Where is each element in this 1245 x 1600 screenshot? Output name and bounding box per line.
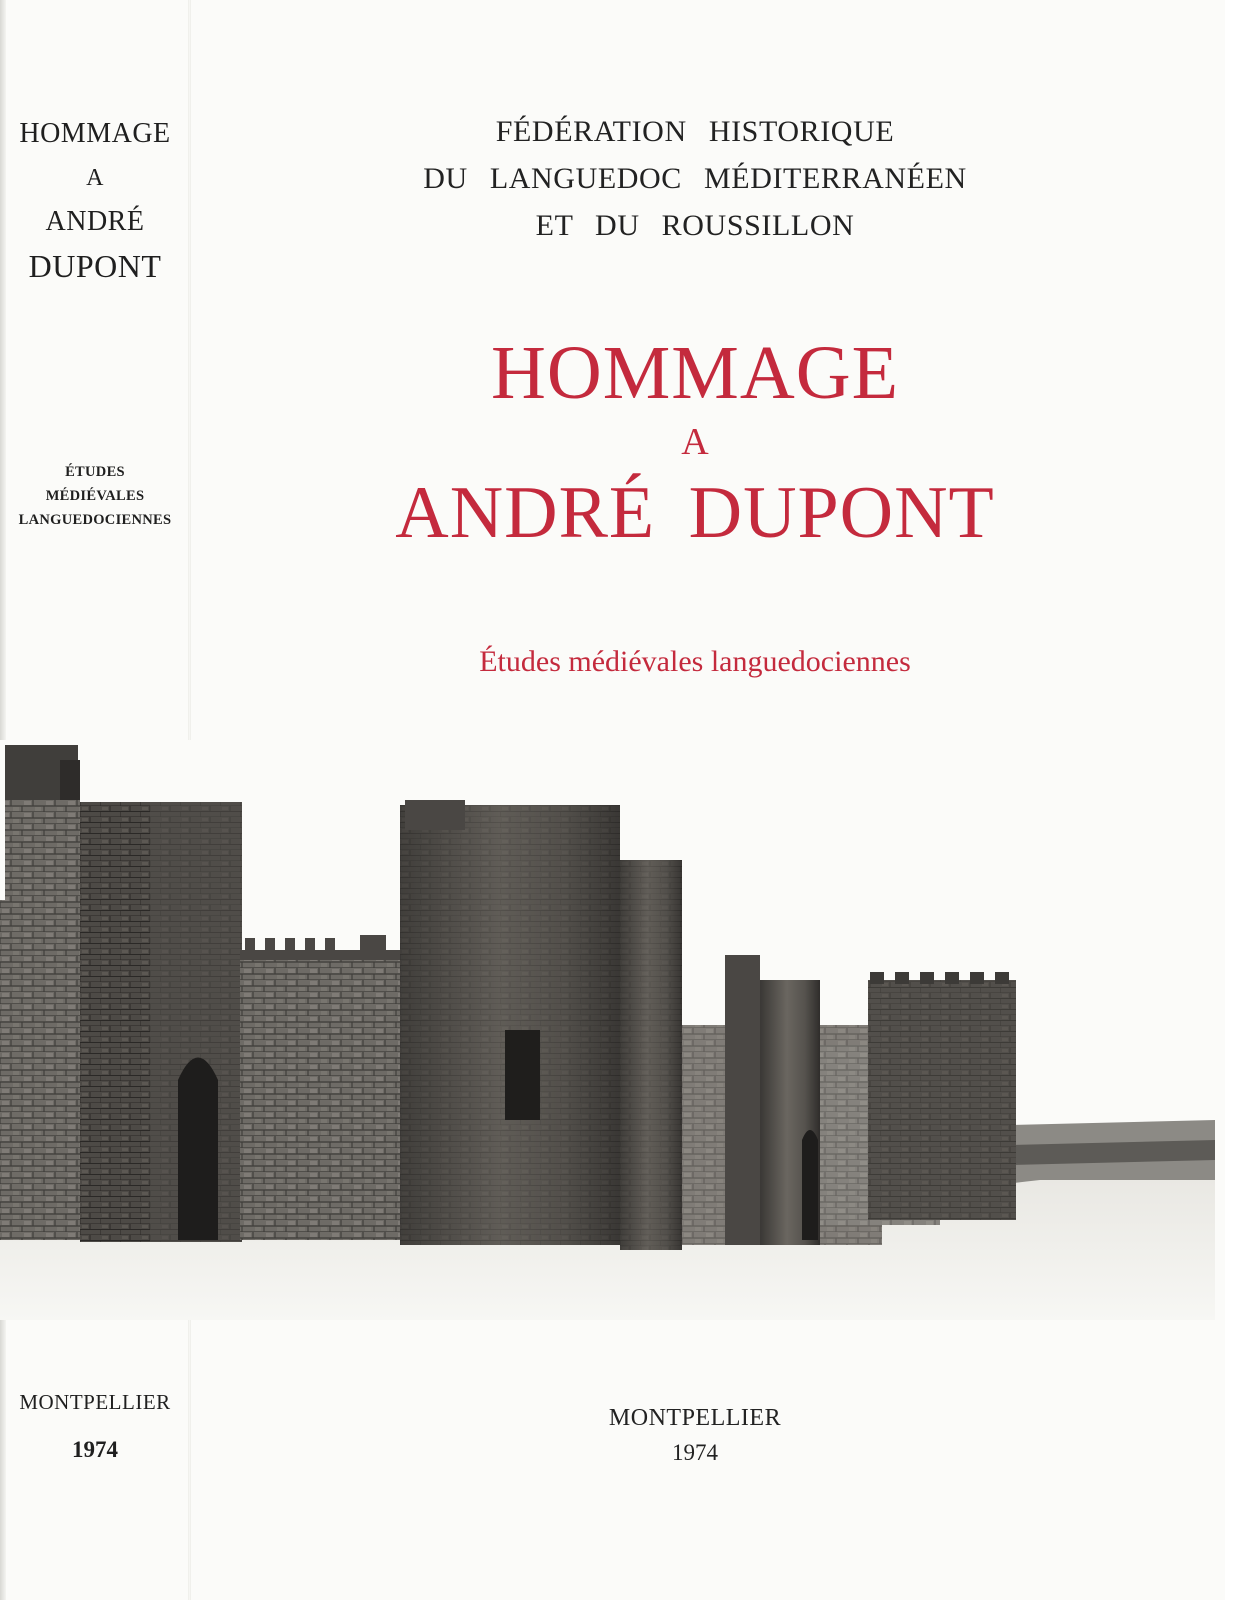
book-title	[300, 330, 1090, 558]
imprint-city: MONTPELLIER	[608, 1405, 782, 1431]
page-edge	[1225, 0, 1245, 1600]
spine-subtitle	[6, 460, 184, 532]
spine-title-line: HOMMAGE	[19, 118, 171, 149]
spine-city: MONTPELLIER	[19, 1390, 171, 1414]
spine-title-line: ANDRÉ	[45, 206, 145, 237]
spine-title	[10, 112, 180, 288]
spine-year: 1974	[72, 1437, 118, 1462]
spine-title-line: A	[86, 165, 104, 191]
imprint-year: 1974	[672, 1440, 718, 1465]
title-line: A	[681, 421, 709, 463]
spine-subtitle-line: MÉDIÉVALES	[45, 488, 145, 504]
org-line: FÉDÉRATION HISTORIQUE	[495, 115, 895, 148]
spine-subtitle-line: LANGUEDOCIENNES	[18, 512, 172, 528]
spine-subtitle-line: ÉTUDES	[65, 464, 125, 480]
org-line: DU LANGUEDOC MÉDITERRANÉEN	[423, 162, 967, 195]
book-subtitle: Études médiévales languedociennes	[479, 645, 911, 678]
title-line: ANDRÉ DUPONT	[395, 472, 995, 554]
publisher-organization	[300, 108, 1090, 249]
fortified-walls-photo	[0, 740, 1215, 1320]
spine-title-line: DUPONT	[28, 248, 162, 284]
title-line: HOMMAGE	[490, 331, 900, 415]
org-line: ET DU ROUSSILLON	[535, 209, 855, 242]
